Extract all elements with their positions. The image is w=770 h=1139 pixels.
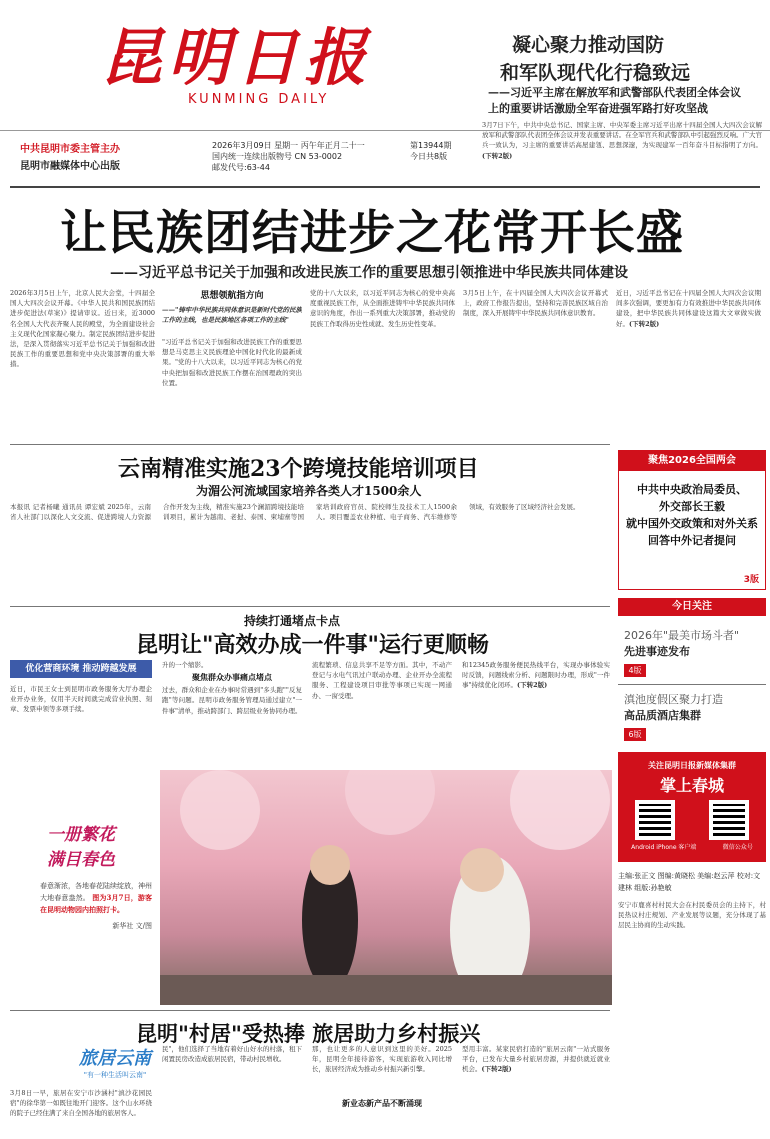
photo-caption-text: 春意渐浓，各地春花陆续绽放，神州大地春意盎然。 (40, 882, 152, 902)
qr-code-icon[interactable] (635, 800, 675, 840)
news4-col3-title: 新业态新产品不断涌现 (342, 1098, 422, 1108)
photo-title-b: 满目春色 (47, 850, 115, 870)
two-sessions-page: 3版 (743, 575, 759, 585)
qr-label: 微信公众号 (722, 844, 753, 851)
lead-col2-quote: ——"铸牢中华民族共同体意识是新时代党的民族工作的主线，也是民族地区各项工作的主线" (162, 306, 302, 325)
qr-code-icon[interactable] (709, 800, 749, 840)
top-story-sub-2: 上的重要讲话激励全军奋进强军路打好攻坚战 (488, 102, 708, 115)
credits: 主编:张正文 图编:黄晓松 美编:赵云萍 校对:文建林 组版:孙艳敏 (618, 872, 761, 892)
news4-left-body: 3月8日一早，旅居在安宁市沙涵村"滇沙花园民宿"的徐华第一如既往地开门迎客。这个山水环绕的院子已经住满了来自全国各地的旅居客人。 (10, 1089, 152, 1118)
lead-col-2 (162, 288, 302, 447)
news3-left-body: 近日，市民王女士到昆明市政务服务大厅办理企业开办业务，仅用半天时间就完成营业执照、刻章、发票申领等多项手续。 (10, 685, 152, 714)
qr-label: Android iPhone 客户端 (631, 844, 697, 851)
code-line: 邮发代号:63-44 (212, 163, 270, 172)
two-sessions-banner: 聚焦2026全国两会 (619, 451, 765, 471)
news4-col4-text: 型用丰富。某家民宿打造的"旅居云南"一站式服务平台，已发布大量乡村旅居房源，并提供就近就业机会。 (462, 1045, 610, 1074)
business-env-badge: 优化营商环境 推动跨越发展 (10, 660, 152, 678)
top-story-text: 3月7日下午，中共中央总书记、国家主席、中央军委主席习近平出席十四届全国人大四次会议解放军和武警部队代表团全体会议并发表重要讲话。在全军官兵和武警部队中引起强烈反响。广大官兵一致认为，习主席的重要讲话高屋建瓴、思想深邃，为实现建军一百年奋斗目标指明了方向。 (482, 121, 762, 150)
news3-more[interactable]: (下转2版) (517, 681, 548, 690)
divider (10, 1010, 610, 1011)
news3-col-3: 流程繁琐、信息共享不足等方面。其中，不动产登记与水电气讯过户联动办理、企业开办全流程服务、工程建设项目审批等事项已实现一网通办、一窗受理。 (312, 661, 452, 700)
top-story-body (482, 120, 762, 168)
news4-col3-body: 那，也让更多的人意识到这里的美好。2025年，昆明全年接待游客，实现旅游收入同比增长，旅居经济成为推动乡村振兴新引擎。 (312, 1045, 452, 1074)
focus-item-1-line2: 先进事迹发布 (624, 645, 690, 658)
publisher-line: 昆明市融媒体中心出版 (20, 161, 120, 172)
lead-col-3: 党的十八大以来，以习近平同志为核心的党中央高度重视民族工作，从全面推进铸牢中华民族共同体意识的角度，作出一系列重大决策部署，推动党的民族工作取得历史性成就、发生历史性变革。 (310, 289, 455, 328)
lead-headline[interactable]: 让民族团结进步之花常开长盛 (60, 206, 684, 261)
news3-col4-text: 和12345政务服务便民热线平台，实现办事体验实时反馈，问题线索分析、问题限时办理，形成"一件事"持续优化闭环。 (462, 661, 610, 690)
today-focus-header: 今日关注 (618, 598, 766, 616)
news3-col-4 (462, 660, 610, 760)
news4-col-4 (462, 1044, 610, 1134)
photo-credit: 新华社 文/图 (112, 922, 152, 930)
sponsor-line: 中共昆明市委主管主办 (20, 144, 120, 155)
photo-title-a: 一册繁花 (47, 825, 115, 845)
focus-item-2-line2: 高品质酒店集群 (624, 709, 701, 722)
issue-number (410, 140, 451, 162)
focus-item-1-line1: 2026年"最美市场斗者" (624, 629, 740, 642)
qr-row (618, 800, 766, 840)
news3-headline[interactable]: 昆明让"高效办成一件事"运行更顺畅 (136, 632, 489, 658)
top-story-title-1[interactable]: 凝心聚力推动国防 (512, 34, 665, 56)
page-count: 今日共8版 (410, 152, 448, 161)
news3-col2-lead: 升的一个缩影。 (162, 661, 208, 669)
news4-headline[interactable]: 昆明"村居"受热捧 旅居助力乡村振兴 (136, 1021, 481, 1046)
news3-col-2 (162, 660, 302, 755)
news2-body: 本报讯 记者杨曦 通讯员 谭宏斌 2025年，云南省人社部门以深化人文交流、促进跨境人力资源合作开发为主线，精准实施23个澜湄跨境技能培训项目，累计为越南、老挝、泰国、柬埔寨等国家培训政府官员、院校师生及技术工人1500余人。项目覆盖农业种植、电子商务、汽车维修等领域，有效服务了区域经济社会发展。 (10, 503, 580, 522)
lead-subhead: ——习近平总书记关于加强和改进民族工作的重要思想引领推进中华民族共同体建设 (110, 265, 628, 281)
newspaper-logo: 昆明日报 (100, 21, 373, 94)
qr-labels (618, 842, 766, 851)
travel-art-title: 旅居云南 (79, 1048, 151, 1069)
news3-col2-body: 过去，群众和企业在办事时常遇到"多头跑""反复跑"等问题。昆明市政务服务管理局通过建立"一件事"清单，推动跨部门、跨层级业务协同办理。 (162, 686, 302, 715)
travel-art (60, 1044, 170, 1084)
issue-no: 第13944期 (410, 141, 452, 150)
focus-item-2-page: 6版 (624, 728, 646, 741)
cn-line: 国内统一连续出版物号 CN 53-0002 (212, 152, 343, 161)
app-promo-box[interactable] (618, 752, 766, 862)
lead-col-5 (616, 288, 761, 438)
divider (618, 684, 766, 685)
news2-headline[interactable]: 云南精准实施23个跨境技能培训项目 (118, 456, 479, 482)
news4-more[interactable]: (下转2版) (481, 1065, 512, 1074)
divider (10, 606, 610, 607)
photo-caption-red: 图为3月7日，游客在昆明动物园内拍照打卡。 (40, 893, 152, 914)
date-line: 2026年3月09日 星期一 丙午年正月二十一 (212, 141, 365, 150)
top-story-sub-1: ——习近平主席在解放军和武警部队代表团全体会议 (488, 86, 741, 99)
focus-item-1[interactable] (624, 628, 764, 660)
top-story-title-2[interactable]: 和军队现代化行稳致远 (500, 62, 691, 84)
top-story-more[interactable]: (下转2版) (482, 151, 513, 160)
news2-subhead: 为湄公河流域国家培养各类人才1500余人 (196, 484, 422, 498)
photo-title (10, 820, 152, 870)
newspaper-english-name: KUNMING DAILY (188, 92, 330, 107)
spring-flowers-photo (160, 770, 612, 1005)
news4-col-3 (312, 1044, 452, 1109)
lead-col2-body: "习近平总书记关于加强和改进民族工作的重要思想是马克思主义民族理论中国化时代化的最新成果。"党的十八大以来，以习近平同志为核心的党中央把加强和改进民族工作摆在治国理政的突出位置。 (162, 338, 302, 387)
news3-col2-title: 聚焦群众办事痛点堵点 (192, 672, 272, 683)
issue-meta (212, 140, 365, 173)
two-sessions-line: 外交部长王毅 (659, 500, 725, 513)
two-sessions-line: 回答中外记者提问 (648, 534, 736, 547)
right-column-text: 安宁市鹿喜村村民大会在村民委员会的主持下，村民热议村庄规划、产业发展等议题，充分体现了基层民主协商的生动实践。 (618, 901, 766, 930)
news3-kicker: 持续打通堵点卡点 (244, 614, 341, 628)
two-sessions-line: 中共中央政治局委员、 (637, 483, 747, 496)
two-sessions-box[interactable] (618, 450, 766, 590)
travel-art-sub: "有一种生活叫云南" (83, 1071, 147, 1079)
focus-item-1-page: 4版 (624, 664, 646, 677)
lead-col-4: 3月5日上午，在十四届全国人大四次会议开幕式上，政府工作报告提出，坚持和完善民族区域自治制度，深入开展铸牢中华民族共同体意识教育。 (463, 289, 608, 318)
divider (10, 444, 610, 445)
focus-item-2-line1: 滇池度假区聚力打造 (624, 693, 723, 706)
lead-col-1: 2026年3月5日上午，北京人民大会堂，十四届全国人大四次会议开幕。《中华人民共和国民族团结进步促进法(草案)》提请审议。近日来，近3000名全国人大代表齐聚人民的殿堂，为全面建设社会主义现代化国家凝心聚力。制定民族团结进步促进法，是深入贯彻落实习近平总书记关于加强和改进民族工作的重要思想和党中央决策部署的重大举措。 (10, 289, 155, 369)
lead-col2-title: 思想领航指方向 (200, 291, 264, 301)
focus-item-2[interactable] (624, 692, 764, 724)
two-sessions-line: 就中国外交政策和对外关系 (626, 517, 758, 530)
news4-col-2: 民"，他们选择了当地有着好山好水的村落，租下闲置民房改造成旅居民宿，带动村民增收。 (162, 1045, 302, 1064)
two-sessions-lines (619, 471, 765, 559)
photo-caption (40, 880, 152, 960)
app-promo-title: 关注昆明日报新媒体集群 (648, 761, 736, 770)
lead-more[interactable]: (下转2版) (629, 319, 660, 328)
section-divider (10, 186, 760, 188)
app-name: 掌上春城 (659, 776, 724, 795)
photo-illustration (160, 770, 612, 1005)
lead-col5-text: 近日，习近平总书记在十四届全国人大四次会议期间多次强调，要更加有力有效推进中华民族共同体建设，把中华民族共同体建设这篇大文章做实做好。 (616, 289, 761, 328)
